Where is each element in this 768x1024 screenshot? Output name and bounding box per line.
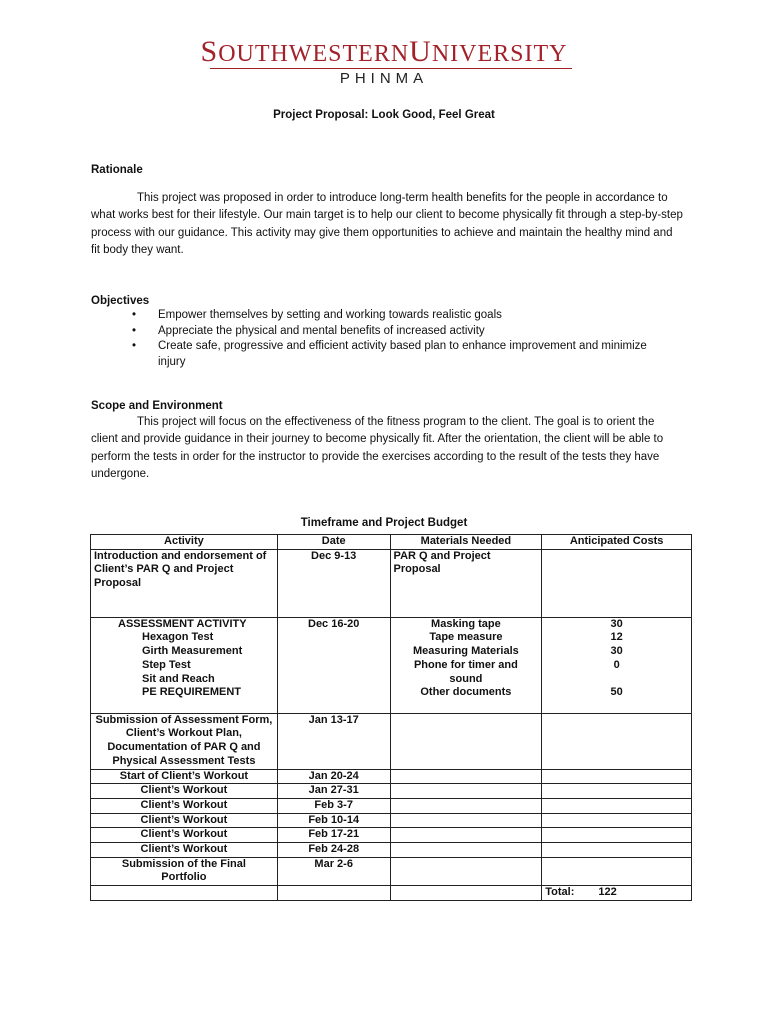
col-materials: Materials Needed: [390, 535, 542, 550]
table-row: Client’s Workout Feb 10-14: [91, 813, 692, 828]
logo-rest2: NIVERSITY: [431, 41, 568, 67]
total-label: Total:: [545, 886, 575, 899]
list-item: • Appreciate the physical and mental benefits of increased activity: [116, 324, 676, 340]
rationale-heading: Rationale: [91, 164, 143, 176]
table-row: Submission of Assessment Form, Client’s Workout Plan, Documentation of PAR Q and Physical Assessment Tests Jan 13-17: [91, 713, 692, 769]
col-activity: Activity: [91, 535, 278, 550]
rationale-text: This project was proposed in order to introduce long-term health benefits for the people in accordance to what works best for their lifestyle. Our main target is to help our client to become physically fit through a step-by-step process with our guidance. This activity may give them opportunities to achieve and maintain the healthy mind and fit body they want.: [91, 192, 683, 256]
logo-s1: S: [200, 35, 219, 68]
table-row: Start of Client’s Workout Jan 20-24: [91, 769, 692, 784]
table-header-row: [91, 535, 692, 550]
col-costs: Anticipated Costs: [542, 535, 692, 550]
total-value: 122: [598, 886, 617, 899]
table-row: Client’s Workout Jan 27-31: [91, 784, 692, 799]
table-row: Client’s Workout Feb 3-7: [91, 798, 692, 813]
table-row: Introduction and endorsement of Client’s PAR Q and Project Proposal Dec 9-13 PAR Q and Project Proposal: [91, 549, 692, 617]
objectives-heading: Objectives: [91, 295, 150, 307]
logo-u: U: [409, 35, 432, 68]
table-row: Client’s Workout Feb 24-28: [91, 843, 692, 858]
col-date: Date: [277, 535, 390, 550]
objectives-list: [116, 308, 676, 370]
logo-subtitle: PHINMA: [339, 70, 429, 87]
table-row: ASSESSMENT ACTIVITY Hexagon Test Girth Measurement Step Test Sit and Reach PE REQUIREMENT Dec 16-20 Masking tape Tape measure Measuring Materials Phone for timer and sound Other documents 30 12 30 0 50: [91, 617, 692, 713]
total-row: [91, 886, 692, 901]
scope-text: This project will focus on the effectiveness of the fitness program to the client. The goal is to orient the client and provide guidance in their journey to become physically fit. After the orientation, the client will be able to perform the tests in order for the instructor to provide the exercises according to the result of the tests they have undergone.: [91, 416, 664, 480]
logo-rule: [210, 68, 572, 69]
table-row: Client’s Workout Feb 17-21: [91, 828, 692, 843]
scope-heading: Scope and Environment: [91, 400, 223, 412]
budget-table: [90, 534, 692, 901]
list-item: • Empower themselves by setting and working towards realistic goals: [116, 308, 676, 324]
table-row: Submission of the Final Portfolio Mar 2-6: [91, 857, 692, 885]
page-title: Project Proposal: Look Good, Feel Great: [273, 109, 495, 121]
table-title: Timeframe and Project Budget: [300, 517, 468, 529]
logo-rest1: OUTHWESTERN: [218, 41, 410, 67]
university-logo: [0, 35, 768, 68]
list-item: • Create safe, progressive and efficient activity based plan to enhance improvement and minimize injury: [116, 339, 676, 370]
